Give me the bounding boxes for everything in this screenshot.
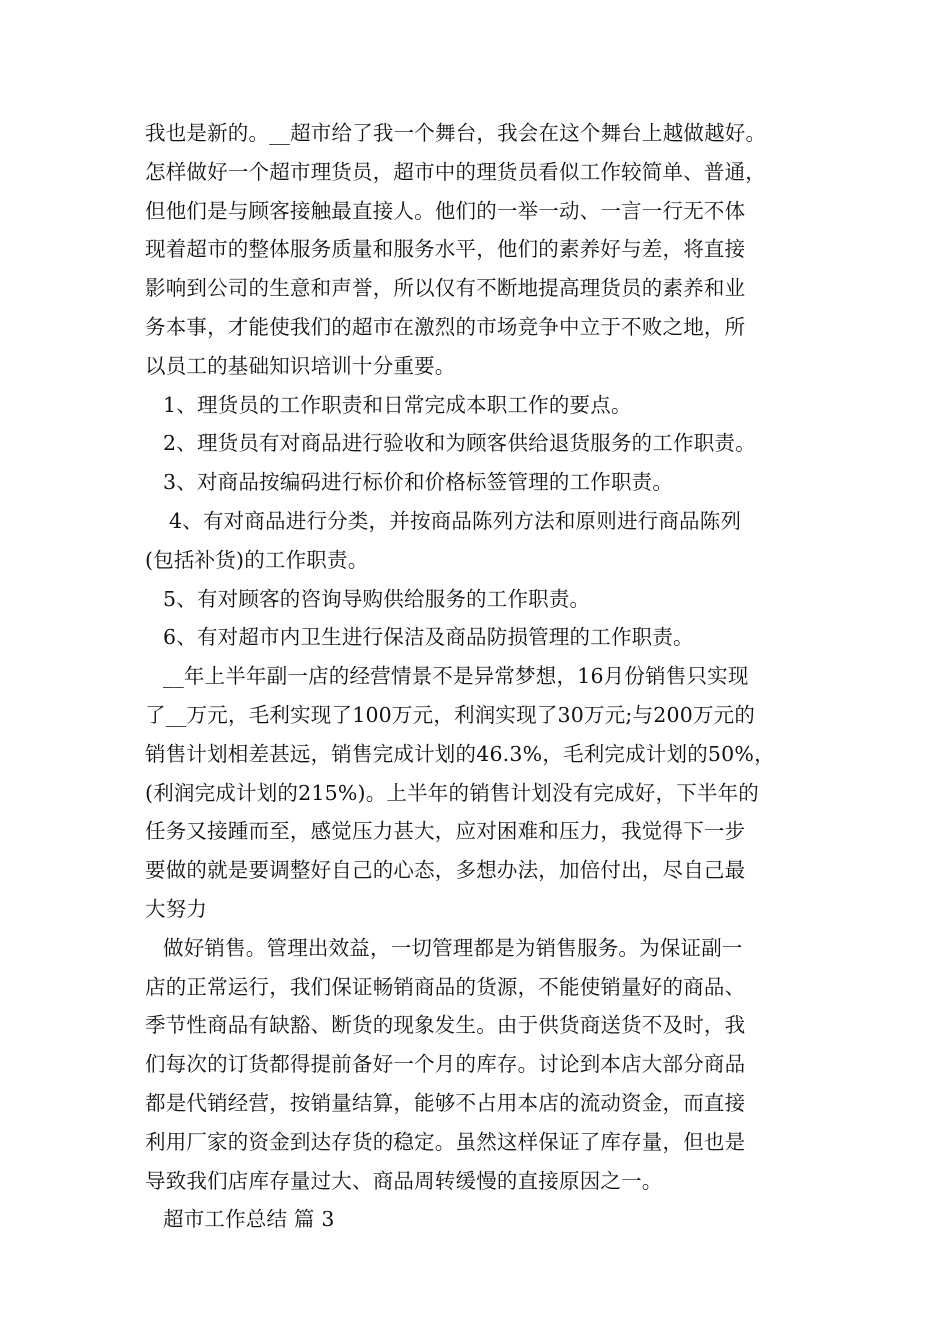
text-line: 了__万元，毛利实现了100万元，利润实现了30万元;与200万元的 (145, 702, 756, 727)
text-line: __年上半年副一店的经营情景不是异常梦想，16月份销售只实现 (163, 664, 749, 689)
list-item-4: 4、有对商品进行分类，并按商品陈列方法和原则进行商品陈列 (169, 508, 742, 533)
text-line: 现着超市的整体服务质量和服务水平，他们的素养好与差，将直接 (145, 237, 746, 262)
text-line: 务本事，才能使我们的超市在激烈的市场竞争中立于不败之地，所 (145, 314, 746, 339)
text-line: 都是代销经营，按销量结算，能够不占用本店的流动资金，而直接 (145, 1090, 746, 1115)
text-line: 要做的就是要调整好自己的心态，多想办法，加倍付出，尽自己最 (145, 858, 746, 883)
document-body (145, 114, 810, 1239)
text-line: 季节性商品有缺豁、断货的现象发生。由于供货商送货不及时，我 (145, 1013, 746, 1038)
text-line: 任务又接踵而至，感觉压力甚大，应对困难和压力，我觉得下一步 (145, 819, 746, 844)
list-item-6: 6、有对超市内卫生进行保洁及商品防损管理的工作职责。 (163, 625, 694, 650)
text-line: 们每次的订货都得提前备好一个月的库存。讨论到本店大部分商品 (145, 1052, 746, 1077)
list-item-1: 1、理货员的工作职责和日常完成本职工作的要点。 (163, 392, 632, 417)
section-heading: 超市工作总结 篇 3 (163, 1207, 335, 1232)
text-line: 销售计划相差甚远，销售完成计划的46.3%，毛利完成计划的50%， (145, 741, 775, 766)
list-item-3: 3、对商品按编码进行标价和价格标签管理的工作职责。 (163, 470, 674, 495)
text-line: 店的正常运行，我们保证畅销商品的货源，不能使销量好的商品、 (145, 974, 746, 999)
text-line: 大努力 (145, 896, 208, 921)
text-line: (包括补货)的工作职责。 (145, 547, 369, 572)
text-line: 利用厂家的资金到达存货的稳定。虽然这样保证了库存量，但也是 (145, 1129, 746, 1154)
text-line: 我也是新的。__超市给了我一个舞台，我会在这个舞台上越做越好。 (145, 121, 767, 145)
text-line: 做好销售。管理出效益，一切管理都是为销售服务。为保证副一 (163, 935, 743, 960)
text-line: 影响到公司的生意和声誉，所以仅有不断地提高理货员的素养和业 (145, 276, 746, 301)
list-item-5: 5、有对顾客的咨询导购供给服务的工作职责。 (163, 586, 591, 611)
text-line: (利润完成计划的215%)。上半年的销售计划没有完成好，下半年的 (145, 780, 760, 805)
text-line: 以员工的基础知识培训十分重要。 (145, 353, 456, 378)
text-line: 导致我们店库存量过大、商品周转缓慢的直接原因之一。 (145, 1168, 663, 1193)
text-line: 怎样做好一个超市理货员，超市中的理货员看似工作较简单、普通， (145, 159, 766, 184)
list-item-2: 2、理货员有对商品进行验收和为顾客供给退货服务的工作职责。 (163, 431, 756, 456)
text-line: 但他们是与顾客接触最直接人。他们的一举一动、一言一行无不体 (145, 198, 746, 223)
